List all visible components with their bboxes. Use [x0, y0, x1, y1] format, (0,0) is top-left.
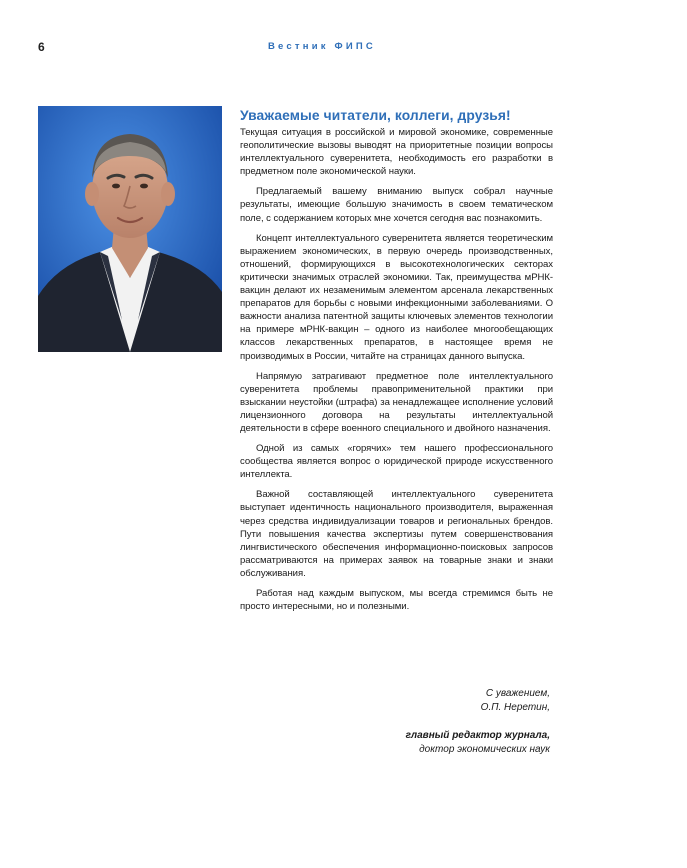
- signature-name: О.П. Неретин,: [480, 701, 550, 713]
- letter-greeting: Уважаемые читатели, коллеги, друзья!: [240, 108, 511, 123]
- portrait-illustration: [38, 106, 222, 352]
- letter-paragraph: Предлагаемый вашему вниманию выпуск собрал научные результаты, имеющие большую значимость в своем тематическом поле, с содержанием которых мне хочется сегодня вас познакомить.: [240, 186, 553, 224]
- editor-portrait: [38, 106, 222, 352]
- letter-body: [240, 126, 553, 613]
- editorial-letter: [240, 108, 553, 620]
- signature-position-block: [406, 729, 550, 756]
- signature-degree: доктор экономических наук: [419, 743, 550, 755]
- page-number: 6: [38, 40, 45, 54]
- letter-paragraph: Концепт интеллектуального суверенитета является теоретическим выражением экономических, в первую очередь производственных, отношений, формирующихся в высокотехнологических секторах критически значимых отраслей экономики. Так, преимущества мРНК-вакцин делают их незаменимым элементом арсенала лекарственных препаратов для борьбы с новыми инфекционными заболеваниями. О важности анализа патентной защиты ключевых элементов технологии на примере мРНК-вакцин – одного из наиболее многообещающих классов лекарственных препаратов, в настоящее время не производимых в России, читайте на страницах данного выпуска.: [240, 232, 553, 362]
- letter-paragraph: Одной из самых «горячих» тем нашего профессионального сообщества является вопрос о юридической природе искусственного интеллекта.: [240, 443, 553, 481]
- signature-regards: С уважением,: [485, 688, 550, 699]
- letter-paragraph: Важной составляющей интеллектуального суверенитета выступает идентичность национального производителя, выраженная через средства индивидуализации товаров и региональных брендов. Пути повышения качества экспертизы путем совершенствования лингвистического обеспечения информационно-поисковых запросов рассматриваются на примерах заявок на товарные знаки и знаки обслуживания.: [240, 489, 553, 579]
- letter-paragraph: Работая над каждым выпуском, мы всегда стремимся быть не просто интересными, но и полезными.: [240, 588, 553, 613]
- letter-paragraph: Напрямую затрагивают предметное поле интеллектуального суверенитета проблемы правоприменительной практики при взыскании неустойки (штрафа) за ненадлежащее исполнение условий лицензионного договора на результаты интеллектуальной деятельности в сфере военного специального и двойного назначения.: [240, 370, 553, 434]
- journal-running-head: Вестник ФИПС: [268, 41, 376, 52]
- signature-position: главный редактор журнала,: [405, 730, 550, 741]
- letter-paragraph: Текущая ситуация в российской и мировой экономике, современные геополитические вызовы выводят на приоритетные позиции вопросы интеллектуального суверенитета, необходимость его разработки в предметном поле экономической науки.: [240, 127, 553, 178]
- signature-regards-block: [481, 687, 550, 714]
